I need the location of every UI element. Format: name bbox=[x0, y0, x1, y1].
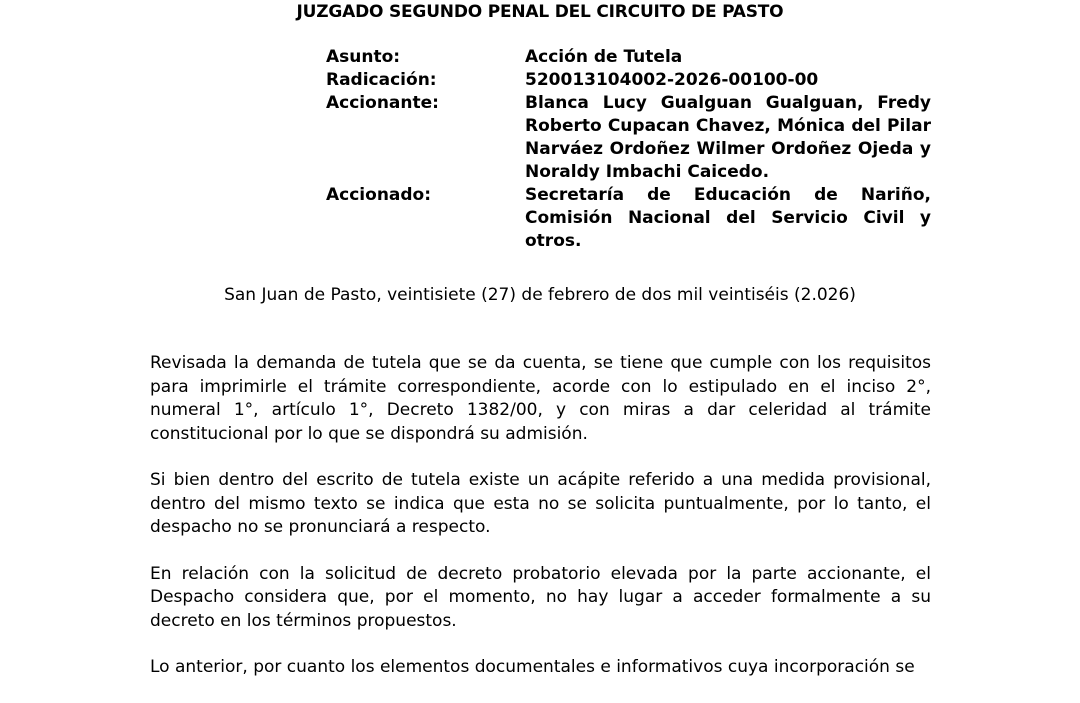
court-title: JUZGADO SEGUNDO PENAL DEL CIRCUITO DE PASTO bbox=[296, 2, 784, 22]
metadata-label: Radicación: bbox=[326, 70, 437, 90]
case-metadata bbox=[326, 46, 931, 253]
paragraph: Revisada la demanda de tutela que se da cuenta, se tiene que cumple con los requisitos para imprimirle el trámite correspondiente, acorde con lo estipulado en el inciso 2°, numeral 1°, artículo 1°, Decreto 1382/00, y con miras a dar celeridad al trámite constitucional por lo que se dispondrá su admisión. bbox=[150, 353, 931, 444]
metadata-label: Accionante: bbox=[326, 93, 439, 113]
metadata-value: Blanca Lucy Gualguan Gualguan, Fredy Roberto Cupacan Chavez, Mónica del Pilar Narváez Ordoñez Wilmer Ordoñez Ojeda y Noraldy Imbachi Caicedo. bbox=[525, 93, 931, 182]
metadata-label: Asunto: bbox=[326, 47, 401, 67]
metadata-row-accionante bbox=[326, 92, 931, 184]
paragraph: Si bien dentro del escrito de tutela existe un acápite referido a una medida provisional, dentro del mismo texto se indica que esta no se solicita puntualmente, por lo tanto, el despacho no se pronunciará a respecto. bbox=[150, 470, 931, 537]
metadata-row-radicacion bbox=[326, 69, 931, 92]
paragraph: En relación con la solicitud de decreto probatorio elevada por la parte accionante, el Despacho considera que, por el momento, no hay lugar a acceder formalmente a su decreto en los términos propuestos. bbox=[150, 563, 931, 631]
body-text bbox=[150, 352, 931, 703]
metadata-row-asunto bbox=[326, 46, 931, 69]
metadata-value: Acción de Tutela bbox=[525, 47, 683, 67]
metadata-value: Secretaría de Educación de Nariño, Comisión Nacional del Servicio Civil y otros. bbox=[525, 185, 931, 251]
metadata-row-accionado bbox=[326, 184, 931, 253]
paragraph: Lo anterior, por cuanto los elementos documentales e informativos cuya incorporación se bbox=[150, 657, 915, 677]
metadata-label: Accionado: bbox=[326, 185, 432, 205]
metadata-value: 520013104002-2026-00100-00 bbox=[525, 70, 819, 90]
date-line: San Juan de Pasto, veintisiete (27) de febrero de dos mil veintiséis (2.026) bbox=[224, 285, 856, 305]
